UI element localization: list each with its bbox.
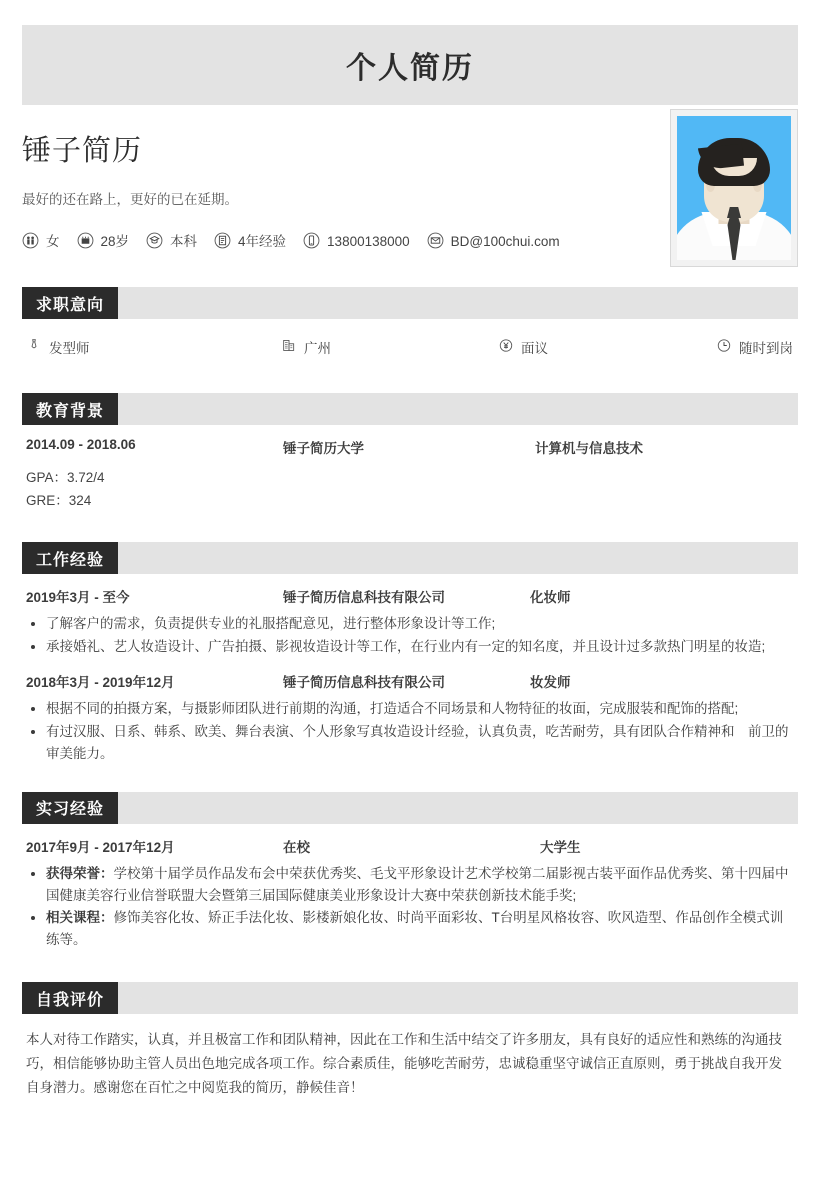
profile-block bbox=[22, 131, 798, 287]
intent-item-availability bbox=[716, 337, 793, 357]
intent-label-city: 广州 bbox=[304, 341, 331, 356]
work-date: 2018年3月 - 2019年12月 bbox=[26, 675, 175, 691]
section-header-education bbox=[22, 393, 798, 425]
section-title-evaluation: 自我评价 bbox=[22, 982, 118, 1014]
work-entry-head bbox=[26, 574, 794, 606]
work-entry-head bbox=[26, 659, 794, 691]
section-body-evaluation bbox=[22, 1014, 798, 1100]
intent-label-position: 发型师 bbox=[49, 341, 90, 356]
candidate-name: 锤子简历 bbox=[22, 135, 143, 167]
education-date: 2014.09 - 2018.06 bbox=[26, 437, 136, 452]
internship-role: 大学生 bbox=[540, 839, 581, 855]
education-gre: GRE：324 bbox=[26, 493, 92, 509]
work-company: 锤子简历信息科技有限公司 bbox=[283, 675, 445, 691]
work-role: 化妆师 bbox=[530, 590, 571, 606]
bullet-lead: 获得荣誉： bbox=[46, 865, 114, 881]
section-body-intent bbox=[22, 319, 798, 375]
work-bullets bbox=[26, 691, 794, 765]
meta-item-gender bbox=[22, 232, 60, 252]
list-item: 有过汉服、日系、韩系、欧美、舞台表演、个人形象写真妆造设计经验，认真负责，吃苦耐劳，具有团队合作精神和 前卫的审美能力。 bbox=[26, 721, 794, 765]
section-header-work bbox=[22, 542, 798, 574]
meta-item-phone bbox=[303, 232, 410, 252]
work-bullets bbox=[26, 606, 794, 658]
section-title-education: 教育背景 bbox=[22, 393, 118, 425]
intent-item-city bbox=[281, 337, 498, 357]
section-title-intent: 求职意向 bbox=[22, 287, 118, 319]
section-title-work: 工作经验 bbox=[22, 542, 118, 574]
bullet-text: 学校第十届学员作品发布会中荣获优秀奖、毛戈平形象设计艺术学校第二届影视古装平面作品优秀奖、第十四届中国健康美容行业信誉联盟大会暨第三届国际健康美业形象设计大赛中荣获创新技术能手奖; bbox=[46, 865, 789, 903]
internship-org: 在校 bbox=[283, 839, 310, 855]
internship-entry-head bbox=[26, 824, 794, 856]
list-item: 承接婚礼、艺人妆造设计、广告拍摄、影视妆造设计等工作，在行业内有一定的知名度，并且设计过多款热门明星的妆造; bbox=[26, 636, 794, 658]
section-title-internship: 实习经验 bbox=[22, 792, 118, 824]
list-item bbox=[26, 863, 794, 907]
phone-icon bbox=[303, 232, 320, 252]
meta-item-age bbox=[77, 232, 130, 252]
email-icon bbox=[427, 232, 444, 252]
meta-item-experience bbox=[214, 232, 286, 252]
education-icon bbox=[146, 232, 163, 252]
resume-page bbox=[0, 25, 820, 1185]
gender-icon bbox=[22, 232, 39, 252]
internship-date: 2017年9月 - 2017年12月 bbox=[26, 839, 175, 855]
intent-item-position bbox=[26, 337, 281, 357]
meta-label-education: 本科 bbox=[170, 234, 198, 250]
work-entry bbox=[26, 574, 794, 658]
section-body-education bbox=[22, 425, 798, 512]
meta-item-email bbox=[427, 232, 560, 252]
building-icon bbox=[281, 337, 297, 357]
education-entry bbox=[26, 425, 794, 512]
page-title: 个人简历 bbox=[346, 52, 474, 85]
yen-icon bbox=[498, 337, 514, 357]
work-date: 2019年3月 - 至今 bbox=[26, 590, 130, 606]
education-major: 计算机与信息技术 bbox=[535, 441, 643, 456]
meta-label-experience: 4年经验 bbox=[238, 234, 287, 250]
resume-banner bbox=[22, 25, 798, 105]
meta-item-education bbox=[146, 232, 197, 252]
tie-icon bbox=[26, 337, 42, 357]
section-header-intent bbox=[22, 287, 798, 319]
meta-label-gender: 女 bbox=[46, 234, 60, 250]
intent-label-salary: 面议 bbox=[521, 341, 548, 356]
meta-label-age: 28岁 bbox=[100, 234, 130, 250]
intent-label-availability: 随时到岗 bbox=[739, 341, 793, 356]
work-company: 锤子简历信息科技有限公司 bbox=[283, 590, 445, 606]
candidate-motto: 最好的还在路上，更好的已在延期。 bbox=[22, 192, 238, 207]
education-gpa: GPA：3.72/4 bbox=[26, 470, 105, 485]
section-body-internship bbox=[22, 824, 798, 951]
clock-icon bbox=[716, 337, 732, 357]
education-school: 锤子简历大学 bbox=[283, 441, 364, 456]
evaluation-text: 本人对待工作踏实，认真，并且极富工作和团队精神，因此在工作和生活中结交了许多朋友，具有良好的适应性和熟练的沟通技巧，相信能够协助主管人员出色地完成各项工作。综合素质佳，能够吃苦耐劳，忠诚稳重坚守诚信正直原则，勇于挑战自我开发自身潜力。感谢您在百忙之中阅览我的简历，静候佳音！ bbox=[26, 1032, 782, 1096]
internship-entry bbox=[26, 824, 794, 951]
list-item: 根据不同的拍摄方案，与摄影师团队进行前期的沟通，打造适合不同场景和人物特征的妆面，完成服装和配饰的搭配; bbox=[26, 698, 794, 720]
meta-label-email: BD@100chui.com bbox=[450, 234, 560, 250]
section-body-work bbox=[22, 574, 798, 764]
meta-label-phone: 13800138000 bbox=[327, 234, 410, 250]
internship-bullets bbox=[26, 856, 794, 951]
section-header-evaluation bbox=[22, 982, 798, 1014]
bullet-lead: 相关课程： bbox=[46, 910, 114, 926]
education-entry-head bbox=[26, 425, 794, 457]
intent-row bbox=[26, 319, 794, 375]
avatar bbox=[670, 109, 798, 267]
bullet-text: 修饰美容化妆、矫正手法化妆、影楼新娘化妆、时尚平面彩妆、T台明星风格妆容、吹风造型、作品创作全模式训练等。 bbox=[46, 910, 784, 948]
list-item: 了解客户的需求，负责提供专业的礼服搭配意见，进行整体形象设计等工作; bbox=[26, 613, 794, 635]
birthday-icon bbox=[77, 232, 94, 252]
section-header-internship bbox=[22, 792, 798, 824]
list-item bbox=[26, 907, 794, 951]
work-role: 妆发师 bbox=[530, 675, 571, 691]
avatar-photo bbox=[677, 116, 791, 260]
education-sub-lines bbox=[26, 457, 794, 512]
intent-item-salary bbox=[498, 337, 716, 357]
work-entry bbox=[26, 659, 794, 765]
resume-icon bbox=[214, 232, 231, 252]
